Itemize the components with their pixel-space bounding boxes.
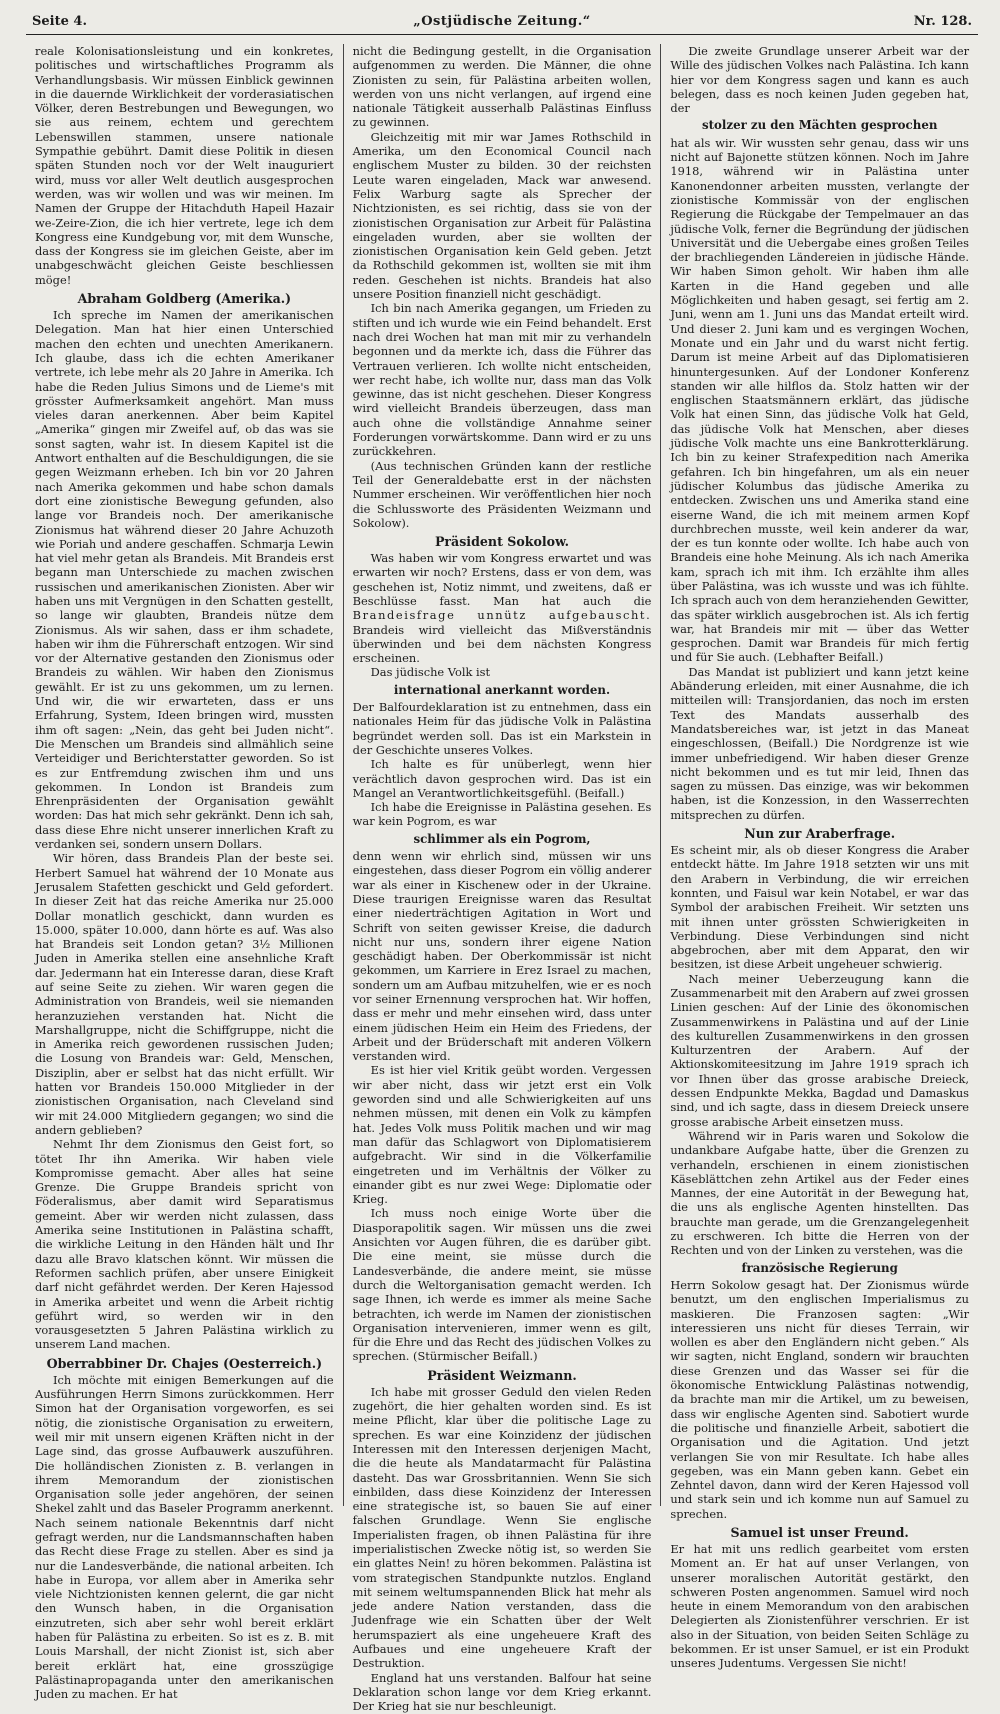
issue-number: Nr. 128. [913,14,972,29]
paragraph: nicht die Bedingung gestellt, in die Organisation aufgenommen zu werden. Die Männer, die ohne Zionisten zu sein, für Palästina arbeiten wollen, werden von uns nicht verlangen, auf irgend eine nationale Tätigkeit ausserhalb Palästinas Einfluss zu gewinnen. [352,44,652,130]
article-columns [26,44,978,1714]
paragraph: Herrn Sokolow gesagt hat. Der Zionismus würde benutzt, um den englischen Imperialismus zu maskieren. Die Franzosen sagten: „Wir interessieren uns nicht für dieses Terrain, wir wollen es aber den Engländern nicht geben.“ Als wir sagten, nicht England, sondern wir brauchten diese Grenzen und das Wasser sei für die ökonomische Entwicklung Palästinas notwendig, da brachte man mir die Artikel, um zu beweisen, dass wir englische Agenten sind. Sabotiert wurde die politische und finanzielle Arbeit, sabotiert die Organisation und die Agitation. Und jetzt verlangen Sie von mir Resultate. Ich habe alles gegeben, was ein Mann geben kann. Gebet ein Zehntel davon, dann wird der Keren Hajessod voll und stark sein und ich komme nun auf Samuel zu sprechen. [670,1277,970,1521]
speaker-heading: Präsident Weizmann. [427,1367,577,1383]
paragraph: Während wir in Paris waren und Sokolow die undankbare Aufgabe hatte, über die Grenzen zu verhandeln, erschienen in einem zionistischen Käseblättchen zehn Artikel aus der Feder eines Mannes, der eine Autorität in der Bewegung hat, die uns als englische Agenten hinstellten. Das brauchte man gerade, um die Grenzangelegenheit zu erschweren. Ich bitte die Herren von der Rechten und von der Linken zu verstehen, was die [670,1128,970,1258]
paragraph: Die zweite Grundlage unserer Arbeit war der Wille des jüdischen Volkes nach Palästina. Ich kann hier vor dem Kongress sagen und kann es auch belegen, dass es noch keinen Juden gegeben hat, der [670,44,970,116]
column-3 [660,44,978,1671]
emphasis-line: französische Regierung [741,1260,898,1275]
emphasis-line: schlimmer als ein Pogrom, [413,831,591,846]
paragraph: Ich spreche im Namen der amerikanischen Delegation. Man hat hier einen Unterschied machen den echten und unechten Amerikanern. Ich glaube, dass ich die echten Amerikaner vertrete, ich lebe mehr als 20 Jahre in Amerika. Ich habe die Reden Julius Simons und de Lieme's mit grösster Aufmerksamkeit angehört. Man muss vieles daran anerkennen. Aber beim Kapitel „Amerika“ gingen mir Zweifel auf, ob das was sie sonst sagten, wahr ist. In diesem Kapitel ist die Antwort enthalten auf die Beschuldigungen, die sie gegen Weizmann erheben. Ich bin vor 20 Jahren nach Amerika gekommen und habe schon damals dort eine zionistische Bewegung gefunden, also lange vor Brandeis noch. Der amerikanische Zionismus hat während dieser 20 Jahre Achuzoth wie Poriah und andere geschaffen. Schmarja Lewin hat viel mehr getan als Brandeis. Mit Brandeis erst begann man Unterschiede zu machen zwischen russischen und amerikanischen Zionisten. Aber wir haben uns mit Vergnügen in den Schatten gestellt, so lange wir glaubten, Brandeis nütze dem Zionismus. Als wir sahen, dass er ihm schadete, haben wir ihm die Führerschaft entzogen. Wir sind vor der Alternative gestanden den Zionismus oder Brandeis zu wählen. Wir haben den Zionismus gewählt. Er ist zu uns gekommen, um zu lernen. Und wir, die wir erwarteten, dass er uns Erfahrung, System, Ideen bringen wird, mussten ihm oft sagen: „Nein, das geht bei Juden nicht“. Die Menschen um Brandeis sind allmählich seine Verteidiger und Berichterstatter geworden. So ist es zur Entfremdung zwischen ihm und uns gekommen. In London ist Brandeis zum Ehrenpräsidenten der Organisation gewählt worden: Das hat mich sehr gekränkt. Denn ich sah, dass diese Ehre nicht unserer innerlichen Kraft zu verdanken sei, sondern unsern Dollars. [35,308,334,852]
newspaper-title: „Ostjüdische Zeitung.“ [413,14,591,29]
paragraph: Gleichzeitig mit mir war James Rothschild in Amerika, um den Economical Council nach englischem Muster zu bilden. 30 der reichsten Leute waren eingeladen, Mack war anwesend. Felix Warburg sagte als Sprecher der Nichtzionisten, es sei richtig, dass sie von der zionistischen Organisation zur Arbeit für Palästina eingeladen wurden, aber sie wollten der zionistischen Organisation kein Geld geben. Jetzt da Rothschild gekommen ist, wollten sie mit ihm reden. Geschehen ist nichts. Brandeis hat also unsere Position finanziell nicht geschädigt. [352,129,652,302]
paragraph [353,551,652,665]
paragraph: Ich muss noch einige Worte über die Diasporapolitik sagen. Wir müssen uns die zwei Ansichten vor Augen führen, die es darüber gibt. Die eine meint, sie müsse durch die Landesverbände, die andere meint, sie müsse durch die Weltorganisation gemacht werden. Ich sage Ihnen, ich werde es immer als meine Sache betrachten, ich werde im Namen der zionistischen Organisation intervenieren, immer wenn es gilt, für die Ehre und das Recht des jüdischen Volkes zu sprechen. (Stürmischer Beifall.) [352,1206,652,1364]
speaker-heading: Oberrabbiner Dr. Chajes (Oesterreich.) [46,1355,323,1371]
speaker-heading: Präsident Sokolow. [434,534,570,550]
paragraph: Es scheint mir, als ob dieser Kongress die Araber entdeckt hätte. Im Jahre 1918 setzten wir uns mit den Arabern in Verbindung, die wir erreichen konnten, und Faisul war kein Notabel, er war das Symbol der arabischen Freiheit. Wir setzten uns mit ihnen unter grössten Schwierigkeiten in Verbindung. Diese Verbindungen sind nicht abgebrochen, aber mit dem Apparat, den wir besitzen, ist diese Arbeit ungeheuer schwierig. [670,843,970,972]
paragraph: Es ist hier viel Kritik geübt worden. Vergessen wir aber nicht, dass wir jetzt erst ein Volk geworden sind und alle Schwierigkeiten auf uns nehmen müssen, mit denen ein Volk zu kämpfen hat. Jedes Volk muss Politik machen und wir mag man dafür das Schlagwort von Diplomatisierem aufgebracht. Wir sind in die Völkerfamilie eingetreten und im Verhältnis der Völker zu einander gibt es nur zwei Wege: Diplomatie oder Krieg. [352,1063,652,1207]
section-heading: Samuel ist unser Freund. [730,1524,909,1540]
paragraph: Das jüdische Volk ist [370,665,491,680]
emphasis-line: stolzer zu den Mächten gesprochen [701,118,938,133]
paragraph: Ich habe mit grosser Geduld den vielen Reden zugehört, die hier gehalten worden sind. Es ist meine Pflicht, klar über die politische Lage zu sprechen. Es war eine Koinzidenz der jüdischen Interessen mit den Interessen derjenigen Macht, die die heute als Mandatarmacht für Palästina dasteht. Das war Grossbritannien. Wenn Sie sich einbilden, dass diese Koinzidenz der Interessen eine strategische ist, so bauen Sie auf einer falschen Grundlage. Wenn Sie englische Imperialisten fragen, ob ihnen Palästina für ihre imperialistischen Zwecke nötig ist, so werden Sie ein glattes Nein! zu hören bekommen. Palästina ist vom strategischen Standpunkte nutzlos. England mit seinem weltumspannenden Blick hat mehr als jede andere Nation verstanden, dass die Judenfrage wie ein Schatten über der Welt herumspaziert als eine ungeheuere Kraft des Aufbaues und eine ungeheuere Kraft der Destruktion. [352,1384,652,1671]
speaker-heading: Abraham Goldberg (Amerika.) [77,291,292,307]
paragraph: Ich möchte mit einigen Bemerkungen auf die Ausführungen Herrn Simons zurückkommen. Herr Simon hat der Organisation vorgeworfen, es sei nötig, die zionistische Organisation zu erweitern, weil mir mit unsern eigenen Kräften nicht in der Lage sind, das grosse Aufbauwerk auszuführen. Die holländischen Zionisten z. B. verlangen in ihrem Memorandum der zionistischen Organisation solle jeder angehören, der seinen Shekel zahlt und das Baseler Programm anerkennt. Nach seinem nationale Bekenntnis darf nicht gefragt werden, nur die Landsmannschaften haben das Recht diese Frage zu stellen. Aber es sind ja nur die Landesverbände, die national arbeiten. Ich habe in Europa, vor allem aber in Amerika sehr viele Nichtzionisten kennen gelernt, die gar nicht den Wunsch haben, in die Organisation einzutreten, sich aber sehr wohl bereit erklärt haben für Palästina zu erbeiten. So ist es z. B. mit Louis Marshall, der nicht Zionist ist, sich aber bereit erklärt hat, eine grosszügige Palästinapropaganda unter den amerikanischen Juden zu machen. Er hat [35,1372,334,1702]
paragraph: England hat uns verstanden. Balfour hat seine Deklaration schon lange vor dem Krieg erkannt. Der Krieg hat sie nur beschleunigt. [352,1670,652,1714]
paragraph: Er hat mit uns redlich gearbeitet vom ersten Moment an. Er hat auf unser Verlangen, von unserer moralischen Autorität gestärkt, den schweren Posten angenommen. Samuel wird noch heute in einem Memorandum von den arabischen Delegierten als Zionistenführer verschrien. Er ist also in der Situation, von beiden Seiten Schläge zu bekommen. Er ist unser Samuel, er ist ein Produkt unseres Judentums. Vergessen Sie nicht! [670,1541,970,1671]
masthead [26,12,978,35]
paragraph: reale Kolonisationsleistung und ein konkretes, politisches und wirtschaftliches Programm als Verhandlungsbasis. Wir müssen Einblick gewinnen in die dauernde Wirklichkeit der vorderasiatischen Völker, deren Bestrebungen und Bewegungen, wo sie aus reinem, echtem und gerechtem Lebenswillen stammen, unsere nationale Sympathie gebührt. Damit diese Politik in diesen späten Stunden noch vor der Welt inauguriert wird, muss vor aller Welt deutlich ausgesprochen werden, was wir wollen und was wir meinen. Im Namen der Gruppe der Hitachduth Hapeil Hazair we-Zeire-Zion, die ich hier vertrete, lege ich dem Kongress eine Kundgebung vor, mit dem Wunsche, dass der Kongress sie im gleichen Geiste, aber im unabgeschwächt gleichen Geiste beschliessen möge! [35,44,334,287]
paragraph: Wir hören, dass Brandeis Plan der beste sei. Herbert Samuel hat während der 10 Monate aus Jerusalem Stafetten geschickt und Geld gefordert. In dieser Zeit hat das reiche Amerika nur 25.000 Dollar monatlich geschickt, dann wurden es 15.000, später 10.000, dann hörte es auf. Was also hat Brandeis seit London getan? 3½ Millionen Juden in Amerika stellen eine ansehnliche Kraft dar. Jedermann hat ein Interesse daran, diese Kraft auf seine Seite zu ziehen. Wir waren gegen die Administration von Brandeis, weil sie niemanden heranzuziehen verstanden hat. Nicht die Marshallgruppe, nicht die Schiffgruppe, nicht die in Amerika reich gewordenen russischen Juden; die Losung von Brandeis war: Geld, Menschen, Disziplin, aber er selbst hat das nicht erfüllt. Wir hatten vor Brandeis 150.000 Mitglieder in der zionistischen Organisation, nach Cleveland sind wir mit 24.000 Mitgliedern gegangen; wo sind die andern geblieben? [35,851,334,1137]
column-2 [343,44,661,1714]
text-run: Was haben wir vom Kongress erwartet und was erwarten wir noch? Erstens, dass er von dem, was geschehen ist, Notiz nimmt, und zweitens, daß er Beschlüsse fasst. Man hat auch die [352,551,652,608]
paragraph: Nehmt Ihr dem Zionismus den Geist fort, so tötet Ihr ihn Amerika. Wir haben viele Kompromisse gemacht. Aber alles hat seine Grenze. Die Gruppe Brandeis spricht von Föderalismus, aber damit wird Separatismus gemeint. Aber wir werden nicht zulassen, dass Amerika seine Institutionen in Palästina schafft, die wirkliche Leitung in den Händen hält und Ihr dazu alle Bravo klatschen könnt. Wir müssen die Reformen sachlich prüfen, aber unsere Einigkeit darf nicht gefährdet werden. Der Keren Hajessod in Amerika arbeitet und wenn die Arbeit richtig geführt wird, so werden wir in den vorausgesetzten 5 Jahren Palästina wirklich zu unserem Land machen. [35,1137,334,1352]
paragraph: hat als wir. Wir wussten sehr genau, dass wir uns nicht auf Bajonette stützen können. Noch im Jahre 1918, während wir in Palästina unter Kanonendonner arbeiten mussten, verlangte der zionistische Kommissär von der englischen Regierung die Rückgabe der Tempelmauer an das jüdische Volk, ferner die Begründung der jüdischen Universität und die Uebergabe eines großen Teiles der brachliegenden Ländereien in jüdische Hände. Wir haben Simon geholt. Wir haben ihm alle Karten in die Hand gegeben und alle Möglichkeiten und haben gesagt, sei fertig am 2. Juni, wenn am 1. Juni uns das Mandat erteilt wird. Und dieser 2. Juni kam und es vergingen Wochen, Monate und ein Jahr und du warst nicht fertig. Darum ist meine Arbeit auf das Diplomatisieren hinuntergesunken. Auf der Londoner Konferenz standen wir alle hilflos da. Stolz hatten wir der englischen Staatsmännern erklärt, das jüdische Volk hat einen Sinn, das jüdische Volk hat Geld, das jüdische Volk hat Menschen, aber dieses jüdische Volk machte uns eine Bankrotterklärung. Ich bin zu keiner Strafexpedition nach Amerika gefahren. Ich bin hingefahren, um als ein neuer jüdischer Kolumbus das jüdische Amerika zu entdecken. Zwischen uns und Amerika stand eine eiserne Wand, die ich mit meinem armen Kopf durchbrechen musste, weil kein anderer da war, der es tun konnte oder wollte. Ich habe auch von Brandeis eine hohe Meinung. Als ich nach Amerika kam, sprach ich mit ihm. Ich erzählte ihm alles über Palästina, was ich wusste und was ich fühlte. Ich sprach auch von dem heranziehenden Gewitter, das später wirklich ausgebrochen ist. Als ich fertig war, hat Brandeis mir mit — über das Wetter gesprochen. Damit war Brandeis für mich fertig und für Sie auch. (Lebhafter Beifall.) [670,135,970,665]
column-1 [26,44,343,1702]
paragraph: Nach meiner Ueberzeugung kann die Zusammenarbeit mit den Arabern auf zwei grossen Linien geschen: Auf der Linie des ökonomischen Zusammenwirkens in Palästina und auf der Linie des kulturellen Zusammenwirkens in den grossen Kulturzentren der Arabern. Auf der Aktionskomiteesitzung im Jahre 1919 sprach ich vor Ihnen über das grosse arabische Dreieck, dessen Endpunkte Mekka, Bagdad und Damaskus sind, und ich sagte, dass in diesem Dreieck unsere grosse arabische Arbeit einsetzen muss. [670,971,970,1129]
paragraph: denn wenn wir ehrlich sind, müssen wir uns eingestehen, dass dieser Pogrom ein völlig anderer war als einer in Kischenew oder in der Ukraine. Diese traurigen Ereignisse waren das Resultat einer niederträchtigen Agitation in Wort und Schrift von seiten gewisser Kreise, die dadurch nicht nur uns, sondern ihrer eigene Nation geschädigt haben. Der Oberkommissär ist nicht gekommen, um Karriere in Erez Israel zu machen, sondern um am Aufbau mitzuhelfen, wie er es noch vor seiner Ernennung versprochen hat. Wir hoffen, dass er mehr und mehr einsehen wird, dass unter einem jüdischen Heim ein Heim des Friedens, der Arbeit und der Brüderschaft mit anderen Völkern verstanden wird. [352,849,652,1064]
paragraph: Ich bin nach Amerika gegangen, um Frieden zu stiften und ich wurde wie ein Feind behandelt. Erst nach drei Wochen hat man mit mir zu verhandeln begonnen und da merkte ich, dass die Führer das Vertrauen verlieren. Ich wollte nicht entscheiden, wer recht habe, ich wollte nur, dass man das Volk gewinne, das ist nicht geschehen. Dieser Kongress wird vielleicht Brandeis überzeugen, dass man auch ohne die vollständige Annahme seiner Forderungen vorwärtskomme. Dann wird er zu uns zurückkehren. [352,301,652,459]
spaced-emphasis: Brandeisfrage unnütz aufgebauscht. [352,608,652,623]
paragraph: (Aus technischen Gründen kann der restliche Teil der Generaldebatte erst in der nächsten Nummer erscheinen. Wir veröffentlichen hier noch die Schlussworte des Präsidenten Weizmann und Sokolow). [352,458,652,530]
paragraph: Das Mandat ist publiziert und kann jetzt keine Abänderung erleiden, mit einer Ausnahme, die ich mitteilen will: Transjordanien, das noch im ersten Text des Mandats ausserhalb des Mandatsbereiches war, ist jetzt in das Maneat eingeschlossen, (Beifall.) Die Nordgrenze ist wie immer unbefriedigend. Wir haben dieser Grenze nicht bekommen und es tut mir leid, Ihnen das sagen zu müssen. Das einzige, was wir bekommen haben, ist die Konzession, in den Wasserrechten mitsprechen zu dürfen. [670,664,970,822]
paragraph: Ich halte es für unüberlegt, wenn hier verächtlich davon gesprochen wird. Das ist ein Mangel an Verantwortlichkeitsgefühl. (Beifall.) [352,757,652,800]
section-heading: Nun zur Araberfrage. [744,826,896,842]
page-number: Seite 4. [32,14,87,29]
text-run: Brandeis wird vielleicht das Mißverständnis überwinden und bei dem nächsten Kongress erscheinen. [352,622,652,666]
paragraph: Der Balfourdeklaration ist zu entnehmen, dass ein nationales Heim für das jüdische Volk in Palästina begründet werden soll. Das ist ein Markstein in der Geschichte unseres Volkes. [352,700,652,757]
paragraph: Ich habe die Ereignisse in Palästina gesehen. Es war kein Pogrom, es war [352,800,652,829]
emphasis-line: international anerkannt worden. [393,682,611,697]
